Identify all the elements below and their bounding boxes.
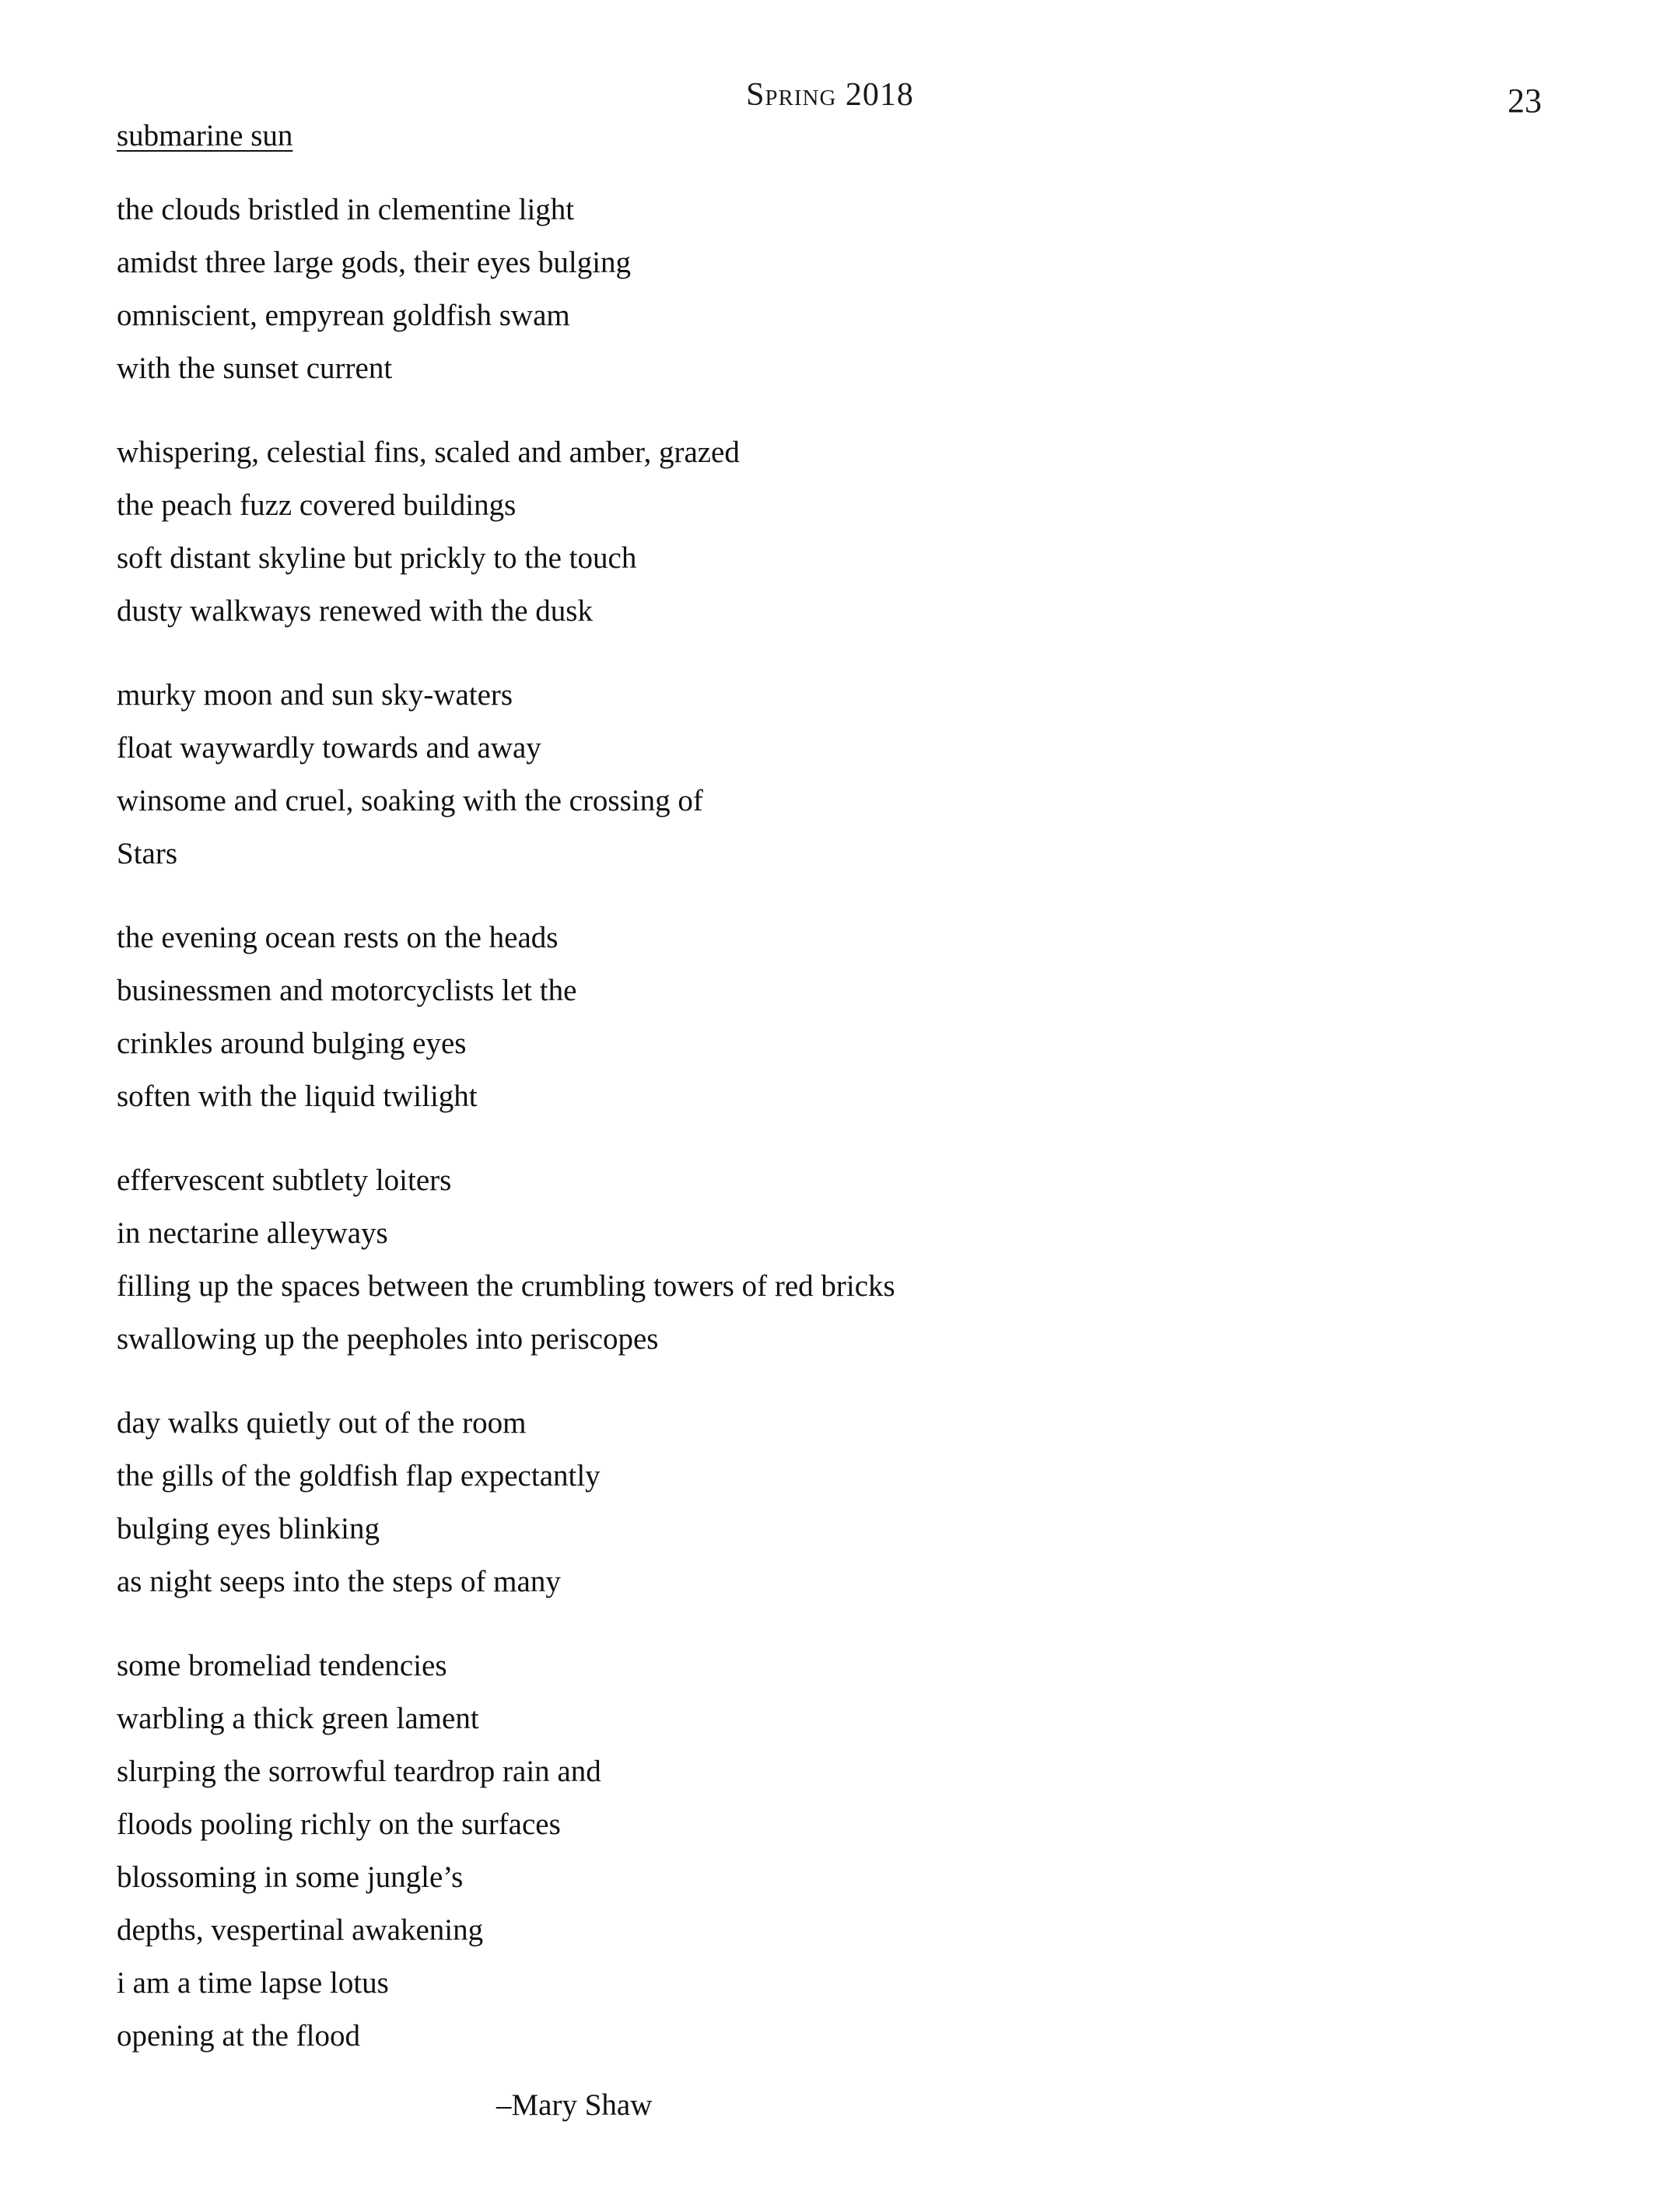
poem-line: as night seeps into the steps of many xyxy=(117,1565,561,1598)
poem-line: bulging eyes blinking xyxy=(117,1512,380,1545)
poem-line: effervescent subtlety loiters xyxy=(117,1164,452,1197)
poem-line: opening at the flood xyxy=(117,2019,361,2053)
poem-line: soften with the liquid twilight xyxy=(117,1080,478,1113)
poem-line: depths, vespertinal awakening xyxy=(117,1913,484,1947)
stanza-3 xyxy=(117,669,1284,880)
poem-line: whispering, celestial fins, scaled and amber, grazed xyxy=(117,436,740,469)
poem-line: swallowing up the peepholes into periscopes xyxy=(117,1322,659,1356)
poem-line: slurping the sorrowful teardrop rain and xyxy=(117,1755,601,1788)
poem-line: in nectarine alleyways xyxy=(117,1216,388,1250)
author-signature: –Mary Shaw xyxy=(496,2088,653,2122)
poem-line: some bromeliad tendencies xyxy=(117,1649,447,1682)
stanza-6 xyxy=(117,1397,1284,1608)
poem-line: amidst three large gods, their eyes bulging xyxy=(117,246,632,279)
poem-line: businessmen and motorcyclists let the xyxy=(117,974,577,1007)
stanza-5 xyxy=(117,1154,1284,1366)
poem-line: winsome and cruel, soaking with the crossing of xyxy=(117,784,703,817)
stanza-4 xyxy=(117,912,1284,1123)
poem-line: blossoming in some jungle’s xyxy=(117,1860,464,1894)
poem-line: the gills of the goldfish flap expectantly xyxy=(117,1459,601,1493)
poem-line: float waywardly towards and away xyxy=(117,731,541,765)
poem-line: soft distant skyline but prickly to the touch xyxy=(117,541,637,575)
poem-line: floods pooling richly on the surfaces xyxy=(117,1808,561,1841)
poem-line: dusty walkways renewed with the dusk xyxy=(117,594,593,628)
poem-title: submarine sun xyxy=(117,119,293,152)
poem-line: the peach fuzz covered buildings xyxy=(117,488,517,522)
poem-line: the evening ocean rests on the heads xyxy=(117,921,559,954)
poem-line: Stars xyxy=(117,837,177,870)
poem-line: the clouds bristled in clementine light xyxy=(117,193,575,226)
poem-line: omniscient, empyrean goldfish swam xyxy=(117,299,570,332)
poem-line: with the sunset current xyxy=(117,352,393,385)
poem-body xyxy=(117,184,1284,2094)
poem-line: crinkles around bulging eyes xyxy=(117,1027,467,1060)
page-number: 23 xyxy=(1508,82,1542,120)
stanza-1 xyxy=(117,184,1284,395)
poem-line: i am a time lapse lotus xyxy=(117,1966,389,2000)
stanza-2 xyxy=(117,426,1284,638)
poem-line: filling up the spaces between the crumbling towers of red bricks xyxy=(117,1269,895,1303)
stanza-7 xyxy=(117,1640,1284,2063)
poem-line: day walks quietly out of the room xyxy=(117,1406,527,1440)
poem-line: murky moon and sun sky-waters xyxy=(117,678,513,712)
running-head: Spring 2018 xyxy=(746,77,914,113)
poem-line: warbling a thick green lament xyxy=(117,1702,479,1735)
